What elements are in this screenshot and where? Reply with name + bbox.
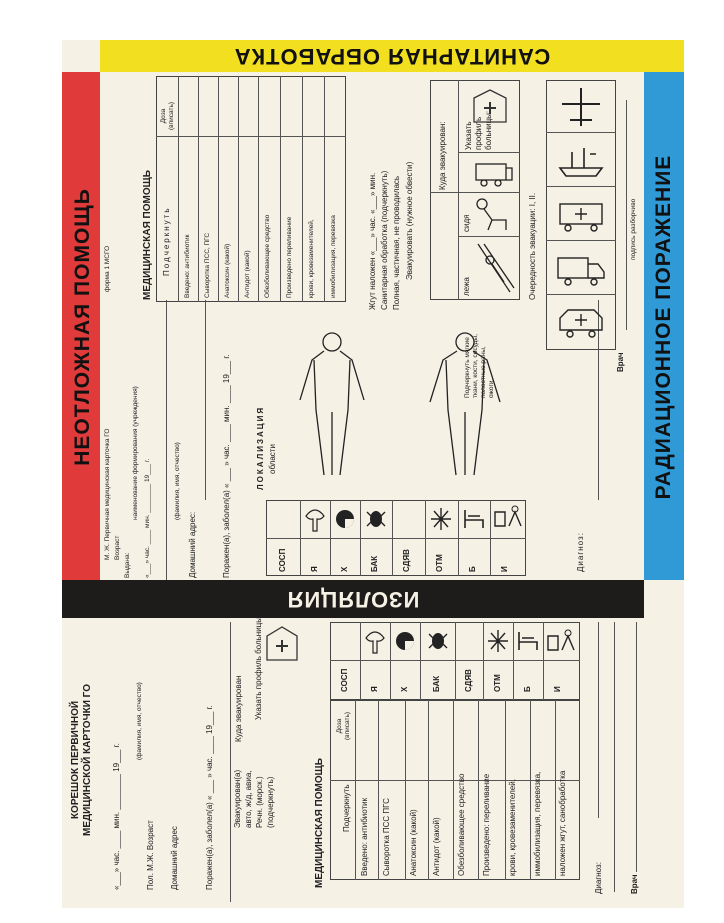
card-sitting: сидя [462,214,471,232]
stub-injured: Поражен(а), заболел(а) « ___ » час. ____ 19___ г. [205,705,214,890]
card-form-number: форма 1 МСГО [104,245,111,292]
stub-evac-where: Куда эвакуирован [234,675,243,742]
stub-row-4: Антидот (какой) [432,817,441,876]
hospital-icon [262,624,302,664]
truck-icon [554,248,608,290]
card-bacteria-icon [364,506,388,532]
card-diagnosis: Диагноз: [576,532,585,572]
stub-row-1: Введено: антибиотик [360,797,369,876]
stub-code-sdyav: СДЯВ [464,669,473,692]
stub-med-help-title: МЕДИЦИНСКАЯ ПОМОЩЬ [314,758,325,888]
card-address: Домашний адрес: [188,511,197,578]
card-row-6: Произведено переливание [286,216,293,298]
card-sanitation: Санитарная обработка (подчеркнуть) [380,170,389,310]
stub-row-9: наложен жгут, санобработка [558,770,567,876]
card-row-2: Сыворотка ПСС, ПГС [204,232,211,298]
red-band-title: НЕОТЛОЖНАЯ ПОМОЩЬ [71,188,94,466]
yellow-band [100,40,684,72]
card-isolation-icon [493,504,523,532]
stub-evac-how1: Эвакуирован(а) [233,769,242,828]
stub-code-sosp: СОСП [340,668,349,692]
stub-code-otm: ОТМ [493,674,502,692]
stub-code-kh: Х [400,686,409,692]
stub-code-b: Б [523,686,532,692]
stub-row-3: Анатоксин (какой) [409,809,418,876]
stub-code-bak: БАК [432,675,441,692]
frost-icon [486,628,510,654]
stub-address: Домашний адрес [170,826,179,890]
card-code-sosp: СОСП [278,548,287,572]
card-evac-order: Очередность эвакуации: I, II. [528,192,537,300]
card-mark-hint: Подчеркнуть мягкие ткани, кости, сосуды, полостные раны, ожоги. [464,334,495,398]
card-localization-hint: области [268,444,277,474]
stub-doctor: Врач [630,874,639,894]
stub-row-6: Произведено: переливание [482,773,491,876]
stretcher-lying-icon [472,240,516,296]
stub-evac-profile: Указать профиль больницы. [254,614,263,720]
stub-diagnosis: Диагноз: [594,862,603,894]
black-band [62,580,644,618]
card-radiation-mushroom-icon [302,504,328,534]
isolation-icon [546,628,576,656]
card-evacuate: Эвакуировать (нужное обвести) [405,161,414,280]
card-code-ya: Я [310,566,319,572]
airplane-icon [554,86,608,128]
red-band [62,72,100,580]
card-dose-hint: (вписать) [168,101,175,130]
stub-sex-age: Пол. М.Ж. Возраст [146,820,155,890]
card-code-sdyav: СДЯВ [402,549,411,572]
stub-title-line1: КОРЕШОК ПЕРВИЧНОЙ [70,700,81,820]
stub-row-8: иммобилизация, перевязка, [533,771,542,876]
card-tourniquet: Жгут наложен «___» час. «___» мин. [368,172,377,310]
stub-evac-how2: авто, ж/д, авиа, [244,770,253,828]
yellow-band-title: САНИТАРНАЯ ОБРАБОТКА [233,44,551,69]
stub-row-2: Сыворотка ПСС ПГС [382,798,391,876]
blue-band-title: РАДИАЦИОННОЕ ПОРАЖЕНИЕ [652,154,675,500]
card-frost-icon [429,506,453,532]
card-age: Возраст [114,535,121,560]
card-code-kh: Х [340,566,349,572]
ambulance-car-icon [554,302,608,344]
bacteria-icon [426,628,450,654]
stub-row-7: крови, кровезаменителей, [508,779,517,876]
stub-underline: Подчеркнуть [342,784,351,832]
card-chemical-icon [334,506,356,532]
card-doctor: Врач [616,352,625,372]
card-issued: Выдана: [124,552,131,578]
card-row-5: Обезболивающее средство [264,214,271,298]
bed-icon [516,628,540,654]
card-row-7: крови, кровезаменителей, [308,219,315,298]
card-form-title: М. Ж. Первичная медицинская карточка ГО [104,428,111,560]
stub-evac-how3: Речн. (морск.) [255,776,264,828]
card-injured: Поражен(а), заболел(а) « ___ » час. ____ мин. ____ 19___ г. [222,354,231,578]
card-evac-where: Куда эвакуирован: [438,121,447,190]
card-med-help-title: МЕДИЦИНСКАЯ ПОМОЩЬ [142,170,153,300]
stub-datetime: «___» час. ____ мин. ________ 19___ г. [112,743,121,890]
chemical-icon [394,628,416,654]
card-code-otm: ОТМ [435,554,444,572]
card-code-i: И [500,566,509,572]
card-bed-icon [462,506,486,532]
ambulance-train-icon [554,194,608,236]
stub-dose-label: Доза [336,718,343,734]
boat-icon [554,140,608,182]
card-dose-label: Доза [160,108,167,124]
stub-code-ya: Я [370,686,379,692]
card-evac-profile: Указать профиль больницы: [464,110,493,150]
card-signature-hint: подпись разборчиво [630,198,637,260]
stub-dose-hint: (вписать) [344,711,351,740]
black-band-title: ИЗОЛЯЦИЯ [286,587,420,612]
card-underline: Подчеркнуть [162,206,171,276]
body-front-icon [282,330,382,480]
sitting-person-icon [472,196,516,234]
card-row-1: Введено: антибиотик [184,234,191,298]
card-code-bak: БАК [370,555,379,572]
card-fio-hint: (фамилия, имя, отчество) [174,442,181,520]
stub-title-line2: МЕДИЦИНСКОЙ КАРТОЧКИ ГО [82,684,93,837]
card-row-4: Антидот (какой) [244,250,251,298]
card-sanitation-options: Полная, частичная, не проводилась [392,175,401,310]
stub-row-5: Обезболивающее средство [457,773,466,876]
card-row-3: Анатоксин (какой) [224,243,231,298]
card-row-8: иммобилизация, перевязка [330,215,337,298]
stub-evac-how4: (подчеркнуть) [266,776,275,828]
card-unit-hint: наименование формирования (учреждения) [132,386,139,520]
blue-band [644,72,684,580]
card-code-b: Б [468,566,477,572]
stub-code-i: И [553,686,562,692]
card-hospital-icon [470,88,510,124]
stub-fio-hint: (фамилия, имя, отчество) [136,682,143,760]
card-localization-title: ЛОКАЛИЗАЦИЯ [256,405,265,490]
train-icon [472,158,516,188]
card-lying: лежа [462,277,471,296]
radiation-mushroom-icon [362,626,388,656]
card-datetime: «___» час. ____ мин. ________ 19___ г. [144,458,151,578]
